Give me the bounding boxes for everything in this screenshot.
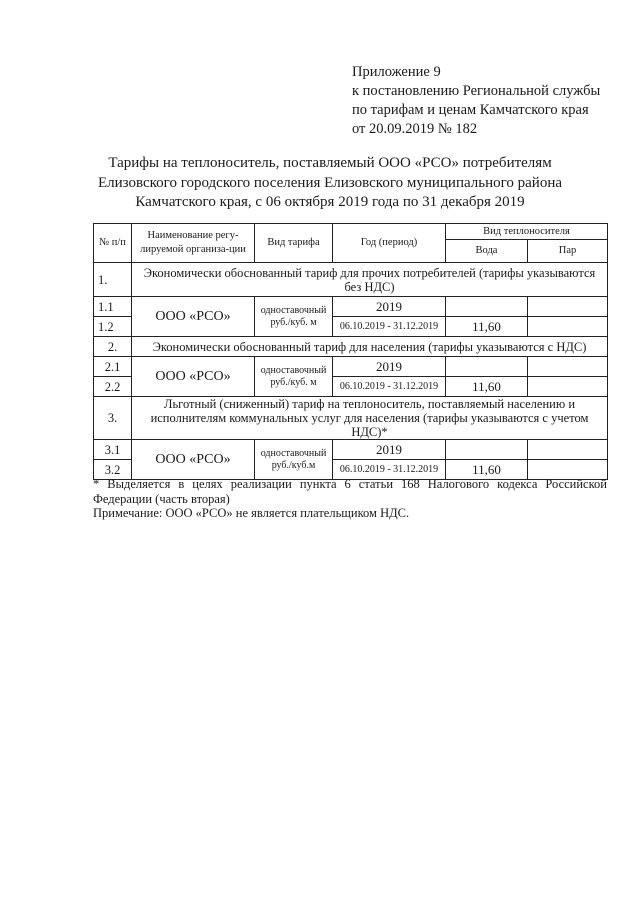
title-line-1: Тарифы на теплоноситель, поставляемый ООО «РСО» потребителям bbox=[108, 155, 552, 171]
water-cell bbox=[446, 440, 528, 460]
section-row bbox=[94, 263, 608, 297]
title-line-3: Камчатского края, с 06 октября 2019 года по 31 декабря 2019 bbox=[135, 194, 525, 210]
section-title: Экономически обоснованный тариф для населения (тарифы указываются с НДС) bbox=[132, 337, 608, 357]
header-steam: Пар bbox=[528, 240, 608, 263]
section-number: 3. bbox=[94, 397, 132, 440]
period-cell: 06.10.2019 - 31.12.2019 bbox=[333, 460, 446, 480]
vat-footnote: * Выделяется в целях реализации пункта 6 статьи 168 Налогового кодекса Российской Федерации (часть вторая) bbox=[93, 477, 607, 506]
table-row bbox=[94, 440, 608, 460]
year-cell: 2019 bbox=[333, 297, 446, 317]
header-water: Вода bbox=[446, 240, 528, 263]
tariff-type-cell: одноставочный руб./куб. м bbox=[255, 297, 333, 337]
appendix-agency-line: по тарифам и ценам Камчатского края bbox=[352, 102, 589, 118]
period-cell: 06.10.2019 - 31.12.2019 bbox=[333, 317, 446, 337]
water-value: 11,60 bbox=[446, 377, 528, 397]
organization-cell: ООО «РСО» bbox=[132, 440, 255, 480]
section-row bbox=[94, 397, 608, 440]
row-number: 2.2 bbox=[94, 377, 132, 397]
tariffs-table bbox=[93, 223, 608, 480]
appendix-date-line: от 20.09.2019 № 182 bbox=[352, 121, 478, 137]
header-tariff-type: Вид тарифа bbox=[255, 224, 333, 263]
header-period: Год (период) bbox=[333, 224, 446, 263]
table-row bbox=[94, 357, 608, 377]
tariff-type-cell: одноставочный руб./куб. м bbox=[255, 357, 333, 397]
row-number: 3.1 bbox=[94, 440, 132, 460]
appendix-header bbox=[352, 63, 622, 139]
row-number: 2.1 bbox=[94, 357, 132, 377]
steam-cell bbox=[528, 297, 608, 317]
steam-cell bbox=[528, 357, 608, 377]
header-organization: Наименование регу-лируемой организа-ции bbox=[132, 224, 255, 263]
document-title bbox=[60, 154, 600, 213]
steam-cell bbox=[528, 440, 608, 460]
row-number: 1.1 bbox=[94, 297, 132, 317]
header-coolant-type: Вид теплоносителя bbox=[446, 224, 608, 240]
table-row bbox=[94, 297, 608, 317]
period-cell: 06.10.2019 - 31.12.2019 bbox=[333, 377, 446, 397]
water-cell bbox=[446, 297, 528, 317]
appendix-resolution-line: к постановлению Региональной службы bbox=[352, 83, 601, 99]
row-number: 1.2 bbox=[94, 317, 132, 337]
water-value: 11,60 bbox=[446, 317, 528, 337]
organization-cell: ООО «РСО» bbox=[132, 297, 255, 337]
organization-cell: ООО «РСО» bbox=[132, 357, 255, 397]
header-num: № п/п bbox=[94, 224, 132, 263]
steam-cell bbox=[528, 377, 608, 397]
section-number: 1. bbox=[94, 263, 132, 297]
year-cell: 2019 bbox=[333, 440, 446, 460]
steam-cell bbox=[528, 317, 608, 337]
water-value: 11,60 bbox=[446, 460, 528, 480]
water-cell bbox=[446, 357, 528, 377]
section-title: Экономически обоснованный тариф для прочих потребителей (тарифы указываются без НДС) bbox=[132, 263, 608, 297]
section-title: Льготный (сниженный) тариф на теплоноситель, поставляемый населению и исполнителям коммунальных услуг для населения (тарифы указываются с учетом НДС)* bbox=[132, 397, 608, 440]
row-number: 3.2 bbox=[94, 460, 132, 480]
section-number: 2. bbox=[94, 337, 132, 357]
year-cell: 2019 bbox=[333, 357, 446, 377]
table-header-row bbox=[94, 224, 608, 240]
vat-note: Примечание: ООО «РСО» не является плательщиком НДС. bbox=[93, 506, 410, 520]
tariff-type-cell: одноставочный руб./куб.м bbox=[255, 440, 333, 480]
section-row bbox=[94, 337, 608, 357]
appendix-title: Приложение 9 bbox=[352, 64, 441, 80]
title-line-2: Елизовского городского поселения Елизовского муниципального района bbox=[97, 174, 563, 191]
